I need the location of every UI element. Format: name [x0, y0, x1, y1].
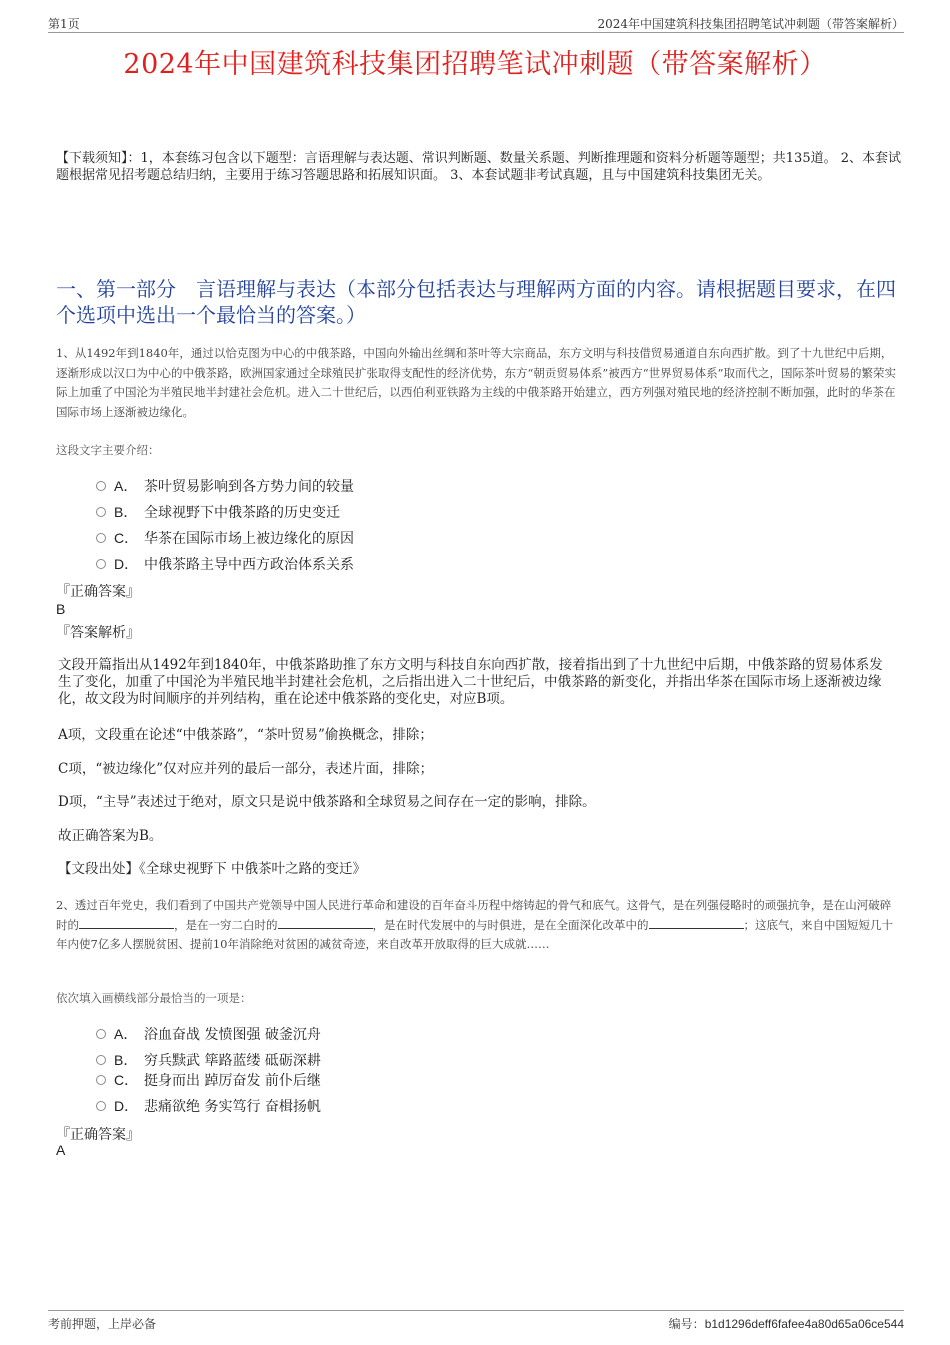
- radio-button[interactable]: [96, 533, 106, 543]
- page-footer: [48, 1310, 904, 1331]
- page-header: [48, 14, 904, 33]
- header-doc-title: 2024年中国建筑科技集团招聘笔试冲刺题（带答案解析）: [597, 17, 904, 31]
- download-notice: 【下载须知】：1，本套练习包含以下题型：言语理解与表达题、常识判断题、数量关系题、判断推理题和资料分析题等题型；共135道。 2、本套试题根据常见招考题总结归纳，主要用于练习答题思路和拓展知识面。 3、本套试题非考试真题，且与中国建筑科技集团无关。: [56, 151, 901, 183]
- q1-conclusion: 故正确答案为B。: [58, 828, 163, 844]
- option-text: 中俄茶路主导中西方政治体系关系: [144, 557, 354, 573]
- q1-analysis-label: 『答案解析』: [56, 625, 140, 641]
- radio-button[interactable]: [96, 1055, 106, 1065]
- footer-code-value: b1d1296deff6fafee4a80d65a06ce544: [704, 1317, 904, 1331]
- q2-passage-part: ，是在一穷二白时的: [174, 917, 278, 932]
- footer-code: [669, 1315, 904, 1332]
- radio-button[interactable]: [96, 507, 106, 517]
- option-text: 穷兵黩武 筚路蓝缕 砥砺深耕: [144, 1053, 321, 1069]
- option-letter: C．: [114, 530, 139, 546]
- footer-slogan: 考前押题，上岸必备: [48, 1317, 157, 1331]
- option-letter: A．: [114, 478, 138, 494]
- option-text: 华茶在国际市场上被边缘化的原因: [144, 531, 354, 547]
- fill-blank: [79, 916, 174, 929]
- section-heading: 一、第一部分 言语理解与表达（本部分包括表达与理解两方面的内容。请根据题目要求，在四个选项中选出一个最恰当的答案。）: [56, 277, 896, 327]
- radio-button[interactable]: [96, 559, 106, 569]
- option-letter: C．: [114, 1072, 139, 1088]
- fill-blank: [649, 916, 744, 929]
- option-letter: B．: [114, 504, 138, 520]
- q1-passage: 1、从1492年到1840年，通过以恰克图为中心的中俄茶路，中国向外输出丝绸和茶叶等大宗商品，东方文明与科技借贸易通道自东向西扩散。到了十九世纪中后期，逐渐形成以汉口为中心的中俄茶路，欧洲国家通过全球殖民扩张取得支配性的经济优势，东方“朝贡贸易体系”被西方“世界贸易体系”取而代之，国际茶叶贸易的繁荣实际上加重了中国沦为半殖民地半封建社会危机。进入二十世纪后，以西伯利亚铁路为主线的中俄茶路开始建立，西方列强对殖民地的经济控制不断加强，此时的华茶在国际市场上逐渐被边缘化。: [56, 346, 897, 419]
- q2-passage-part: 2、透过百年党史，我们看到了中国共产党领导中国人民进行革命和建设的百年奋斗历程中熔铸起的骨气和底气。这骨气，是在列强侵略时的顽强抗争，是在山河破碎时的: [56, 898, 892, 932]
- radio-button[interactable]: [96, 1101, 106, 1111]
- option-text: 浴血奋战 发愤图强 破釜沉舟: [144, 1027, 321, 1043]
- q1-answer: B: [56, 601, 66, 617]
- option-letter: A．: [114, 1026, 138, 1042]
- option-text: 悲痛欲绝 务实笃行 奋楫扬帆: [144, 1099, 321, 1115]
- option-letter: D．: [114, 1098, 139, 1114]
- q1-source: 【文段出处】《全球史视野下 中俄茶叶之路的变迁》: [58, 861, 367, 877]
- q2-answer: A: [56, 1142, 66, 1158]
- footer-code-label: 编号：: [668, 1317, 705, 1331]
- radio-button[interactable]: [96, 1075, 106, 1085]
- q1-analysis-para: 文段开篇指出从1492年到1840年，中俄茶路助推了东方文明与科技自东向西扩散，接着指出到了十九世纪中后期，中俄茶路的贸易体系发生了变化，加重了中国沦为半殖民地半封建社会危机，之后指出进入二十世纪后，中俄茶路的新变化，并指出华茶在国际市场上逐渐被边缘化，故文段为时间顺序的并列结构，重在论述中俄茶路的变化史，对应B项。: [58, 657, 883, 707]
- q2-passage: [56, 896, 896, 955]
- page-title: 2024年中国建筑科技集团招聘笔试冲刺题（带答案解析）: [123, 49, 827, 80]
- option-text: 全球视野下中俄茶路的历史变迁: [144, 505, 340, 521]
- fill-blank: [278, 916, 373, 929]
- q1-answer-label: 『正确答案』: [56, 584, 140, 600]
- option-text: 挺身而出 踔厉奋发 前仆后继: [144, 1073, 321, 1089]
- q2-passage-part: ；这底气，来自中国短短几十年内使7亿多人摆脱贫困、提前10年消除绝对贫困的减贫奇迹，来自改革开放取得的巨大成就……: [56, 917, 893, 951]
- q2-passage-part: ，是在时代发展中的与时俱进，是在全面深化改革中的: [372, 917, 649, 932]
- q1-analysis-c: C项，“被边缘化”仅对应并列的最后一部分，表述片面，排除；: [58, 761, 434, 777]
- radio-button[interactable]: [96, 1029, 106, 1039]
- option-text: 茶叶贸易影响到各方势力间的较量: [144, 479, 354, 495]
- q1-analysis-a: A项，文段重在论述“中俄茶路”，“茶叶贸易”偷换概念，排除；: [58, 727, 433, 743]
- q1-stem: 这段文字主要介绍：: [56, 443, 160, 457]
- q1-analysis-d: D项，“主导”表述过于绝对，原文只是说中俄茶路和全球贸易之间存在一定的影响，排除。: [58, 794, 596, 810]
- option-letter: D．: [114, 556, 139, 572]
- option-letter: B．: [114, 1052, 138, 1068]
- radio-button[interactable]: [96, 481, 106, 491]
- q2-stem: 依次填入画横线部分最恰当的一项是：: [56, 991, 252, 1005]
- page-number: 第1页: [48, 17, 80, 31]
- q2-answer-label: 『正确答案』: [56, 1127, 140, 1143]
